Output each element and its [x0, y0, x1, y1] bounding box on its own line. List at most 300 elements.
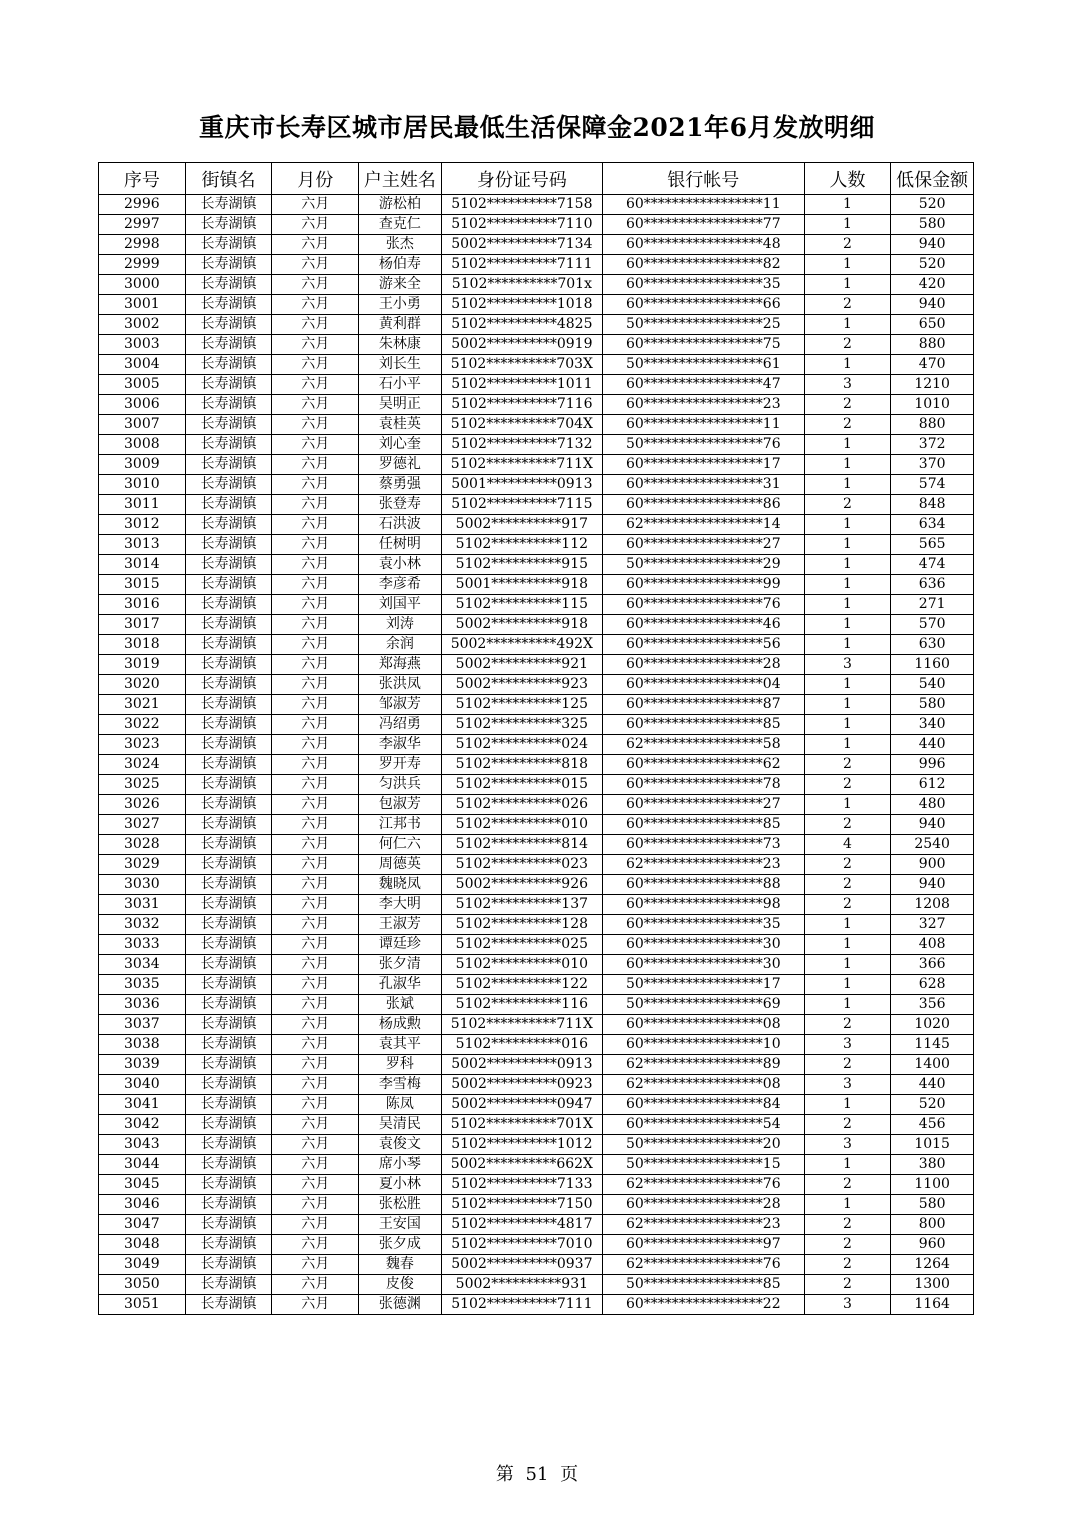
cell-people: 1 [804, 1155, 891, 1175]
cell-bank-account: 50*****************17 [603, 975, 805, 995]
cell-id-number: 5102**********7115 [441, 495, 602, 515]
cell-town: 长寿湖镇 [185, 875, 272, 895]
cell-id-number: 5102**********023 [441, 855, 602, 875]
cell-index: 3017 [99, 615, 186, 635]
cell-bank-account: 60*****************88 [603, 875, 805, 895]
cell-town: 长寿湖镇 [185, 1175, 272, 1195]
cell-householder: 游松柏 [359, 195, 442, 215]
cell-bank-account: 60*****************04 [603, 675, 805, 695]
cell-amount: 880 [891, 335, 974, 355]
cell-id-number: 5102**********016 [441, 1035, 602, 1055]
cell-month: 六月 [272, 1075, 359, 1095]
cell-people: 1 [804, 635, 891, 655]
cell-householder: 周德英 [359, 855, 442, 875]
cell-amount: 570 [891, 615, 974, 635]
table-row [99, 1235, 974, 1255]
col-header-town: 街镇名 [185, 163, 272, 195]
cell-town: 长寿湖镇 [185, 855, 272, 875]
cell-householder: 游来全 [359, 275, 442, 295]
table-row [99, 515, 974, 535]
cell-index: 2997 [99, 215, 186, 235]
cell-id-number: 5002**********921 [441, 655, 602, 675]
cell-householder: 孔淑华 [359, 975, 442, 995]
cell-bank-account: 60*****************28 [603, 655, 805, 675]
cell-people: 2 [804, 1175, 891, 1195]
cell-id-number: 5002**********917 [441, 515, 602, 535]
cell-people: 2 [804, 1015, 891, 1035]
cell-householder: 刘长生 [359, 355, 442, 375]
cell-people: 2 [804, 415, 891, 435]
cell-month: 六月 [272, 295, 359, 315]
cell-amount: 1210 [891, 375, 974, 395]
page-title: 重庆市长寿区城市居民最低生活保障金2021年6月发放明细 [199, 113, 875, 142]
cell-index: 3040 [99, 1075, 186, 1095]
cell-people: 1 [804, 935, 891, 955]
cell-amount: 366 [891, 955, 974, 975]
cell-amount: 940 [891, 815, 974, 835]
cell-town: 长寿湖镇 [185, 1295, 272, 1315]
cell-index: 3006 [99, 395, 186, 415]
cell-id-number: 5102**********814 [441, 835, 602, 855]
cell-index: 3008 [99, 435, 186, 455]
cell-index: 3041 [99, 1095, 186, 1115]
cell-id-number: 5002**********0947 [441, 1095, 602, 1115]
cell-amount: 1208 [891, 895, 974, 915]
cell-month: 六月 [272, 1115, 359, 1135]
cell-month: 六月 [272, 1155, 359, 1175]
table-row [99, 475, 974, 495]
cell-id-number: 5102**********015 [441, 775, 602, 795]
cell-index: 3027 [99, 815, 186, 835]
cell-amount: 1100 [891, 1175, 974, 1195]
cell-amount: 420 [891, 275, 974, 295]
col-header-people: 人数 [804, 163, 891, 195]
cell-bank-account: 60*****************82 [603, 255, 805, 275]
cell-index: 3044 [99, 1155, 186, 1175]
cell-index: 3050 [99, 1275, 186, 1295]
cell-bank-account: 60*****************99 [603, 575, 805, 595]
cell-month: 六月 [272, 595, 359, 615]
cell-town: 长寿湖镇 [185, 815, 272, 835]
table-row [99, 795, 974, 815]
cell-town: 长寿湖镇 [185, 1155, 272, 1175]
cell-bank-account: 60*****************54 [603, 1115, 805, 1135]
cell-month: 六月 [272, 355, 359, 375]
cell-town: 长寿湖镇 [185, 1135, 272, 1155]
cell-householder: 张洪凤 [359, 675, 442, 695]
cell-amount: 520 [891, 1095, 974, 1115]
cell-householder: 罗开寿 [359, 755, 442, 775]
cell-amount: 327 [891, 915, 974, 935]
table-row [99, 995, 974, 1015]
cell-householder: 王小勇 [359, 295, 442, 315]
cell-bank-account: 60*****************56 [603, 635, 805, 655]
table-row [99, 295, 974, 315]
cell-id-number: 5102**********137 [441, 895, 602, 915]
cell-month: 六月 [272, 675, 359, 695]
cell-people: 1 [804, 575, 891, 595]
cell-bank-account: 50*****************25 [603, 315, 805, 335]
cell-householder: 袁小林 [359, 555, 442, 575]
cell-people: 2 [804, 1255, 891, 1275]
cell-town: 长寿湖镇 [185, 195, 272, 215]
cell-month: 六月 [272, 635, 359, 655]
cell-householder: 罗科 [359, 1055, 442, 1075]
cell-people: 1 [804, 275, 891, 295]
cell-householder: 吴明正 [359, 395, 442, 415]
table-row [99, 435, 974, 455]
cell-index: 3049 [99, 1255, 186, 1275]
cell-index: 3022 [99, 715, 186, 735]
cell-town: 长寿湖镇 [185, 435, 272, 455]
cell-index: 3014 [99, 555, 186, 575]
cell-town: 长寿湖镇 [185, 1255, 272, 1275]
cell-id-number: 5102**********128 [441, 915, 602, 935]
cell-id-number: 5002**********926 [441, 875, 602, 895]
cell-month: 六月 [272, 555, 359, 575]
cell-town: 长寿湖镇 [185, 295, 272, 315]
cell-town: 长寿湖镇 [185, 995, 272, 1015]
cell-id-number: 5102**********701x [441, 275, 602, 295]
cell-town: 长寿湖镇 [185, 635, 272, 655]
cell-bank-account: 50*****************85 [603, 1275, 805, 1295]
cell-people: 3 [804, 1075, 891, 1095]
cell-month: 六月 [272, 335, 359, 355]
cell-amount: 565 [891, 535, 974, 555]
cell-town: 长寿湖镇 [185, 1275, 272, 1295]
cell-householder: 张杰 [359, 235, 442, 255]
cell-index: 3010 [99, 475, 186, 495]
cell-id-number: 5102**********025 [441, 935, 602, 955]
cell-town: 长寿湖镇 [185, 1195, 272, 1215]
cell-month: 六月 [272, 395, 359, 415]
cell-householder: 袁桂英 [359, 415, 442, 435]
cell-householder: 郑海燕 [359, 655, 442, 675]
cell-householder: 罗德礼 [359, 455, 442, 475]
cell-householder: 张德渊 [359, 1295, 442, 1315]
cell-householder: 魏春 [359, 1255, 442, 1275]
cell-bank-account: 60*****************48 [603, 235, 805, 255]
cell-bank-account: 60*****************30 [603, 935, 805, 955]
cell-month: 六月 [272, 615, 359, 635]
cell-index: 3038 [99, 1035, 186, 1055]
cell-town: 长寿湖镇 [185, 255, 272, 275]
cell-index: 3004 [99, 355, 186, 375]
cell-month: 六月 [272, 235, 359, 255]
table-row [99, 575, 974, 595]
cell-index: 3051 [99, 1295, 186, 1315]
cell-amount: 880 [891, 415, 974, 435]
cell-bank-account: 60*****************31 [603, 475, 805, 495]
cell-amount: 440 [891, 1075, 974, 1095]
cell-amount: 636 [891, 575, 974, 595]
cell-amount: 940 [891, 875, 974, 895]
cell-index: 3007 [99, 415, 186, 435]
cell-town: 长寿湖镇 [185, 1055, 272, 1075]
cell-id-number: 5102**********7150 [441, 1195, 602, 1215]
cell-index: 3000 [99, 275, 186, 295]
cell-town: 长寿湖镇 [185, 595, 272, 615]
col-header-month: 月份 [272, 163, 359, 195]
cell-amount: 520 [891, 255, 974, 275]
cell-bank-account: 62*****************23 [603, 855, 805, 875]
cell-index: 3029 [99, 855, 186, 875]
cell-householder: 李彦希 [359, 575, 442, 595]
cell-town: 长寿湖镇 [185, 1095, 272, 1115]
cell-index: 3013 [99, 535, 186, 555]
cell-index: 3045 [99, 1175, 186, 1195]
table-row [99, 1135, 974, 1155]
cell-id-number: 5002**********0919 [441, 335, 602, 355]
cell-index: 3031 [99, 895, 186, 915]
cell-amount: 580 [891, 695, 974, 715]
cell-id-number: 5102**********115 [441, 595, 602, 615]
cell-amount: 1020 [891, 1015, 974, 1035]
cell-householder: 包淑芳 [359, 795, 442, 815]
cell-people: 2 [804, 775, 891, 795]
cell-people: 1 [804, 255, 891, 275]
cell-month: 六月 [272, 435, 359, 455]
table-row [99, 675, 974, 695]
cell-amount: 800 [891, 1215, 974, 1235]
cell-people: 2 [804, 755, 891, 775]
cell-id-number: 5102**********7132 [441, 435, 602, 455]
cell-bank-account: 60*****************98 [603, 895, 805, 915]
cell-bank-account: 60*****************62 [603, 755, 805, 775]
cell-index: 3012 [99, 515, 186, 535]
cell-month: 六月 [272, 755, 359, 775]
cell-town: 长寿湖镇 [185, 455, 272, 475]
cell-month: 六月 [272, 655, 359, 675]
cell-town: 长寿湖镇 [185, 335, 272, 355]
cell-town: 长寿湖镇 [185, 895, 272, 915]
cell-town: 长寿湖镇 [185, 755, 272, 775]
cell-people: 2 [804, 495, 891, 515]
cell-people: 4 [804, 835, 891, 855]
cell-amount: 848 [891, 495, 974, 515]
cell-month: 六月 [272, 1015, 359, 1035]
cell-index: 3001 [99, 295, 186, 315]
cell-month: 六月 [272, 575, 359, 595]
table-row [99, 1255, 974, 1275]
cell-town: 长寿湖镇 [185, 375, 272, 395]
cell-id-number: 5102**********010 [441, 815, 602, 835]
cell-householder: 石洪波 [359, 515, 442, 535]
cell-id-number: 5102**********818 [441, 755, 602, 775]
table-row [99, 975, 974, 995]
cell-amount: 630 [891, 635, 974, 655]
cell-index: 3023 [99, 735, 186, 755]
cell-town: 长寿湖镇 [185, 615, 272, 635]
cell-householder: 朱林康 [359, 335, 442, 355]
cell-town: 长寿湖镇 [185, 775, 272, 795]
cell-householder: 夏小林 [359, 1175, 442, 1195]
cell-householder: 杨成勲 [359, 1015, 442, 1035]
cell-id-number: 5102**********010 [441, 955, 602, 975]
cell-month: 六月 [272, 955, 359, 975]
cell-amount: 574 [891, 475, 974, 495]
cell-id-number: 5001**********0913 [441, 475, 602, 495]
table-row [99, 1155, 974, 1175]
cell-amount: 474 [891, 555, 974, 575]
cell-householder: 谭廷珍 [359, 935, 442, 955]
table-row [99, 715, 974, 735]
cell-bank-account: 62*****************08 [603, 1075, 805, 1095]
cell-month: 六月 [272, 275, 359, 295]
cell-index: 3005 [99, 375, 186, 395]
cell-bank-account: 62*****************58 [603, 735, 805, 755]
table-row [99, 315, 974, 335]
cell-index: 3047 [99, 1215, 186, 1235]
cell-amount: 1300 [891, 1275, 974, 1295]
cell-householder: 刘心奎 [359, 435, 442, 455]
cell-people: 2 [804, 855, 891, 875]
cell-town: 长寿湖镇 [185, 1035, 272, 1055]
cell-id-number: 5102**********1011 [441, 375, 602, 395]
cell-bank-account: 60*****************46 [603, 615, 805, 635]
cell-town: 长寿湖镇 [185, 915, 272, 935]
allowance-table [98, 162, 974, 1315]
cell-id-number: 5102**********1012 [441, 1135, 602, 1155]
col-header-amount: 低保金额 [891, 163, 974, 195]
cell-month: 六月 [272, 975, 359, 995]
cell-index: 3016 [99, 595, 186, 615]
col-header-householder: 户主姓名 [359, 163, 442, 195]
cell-amount: 996 [891, 755, 974, 775]
cell-amount: 634 [891, 515, 974, 535]
table-row [99, 455, 974, 475]
table-row [99, 1075, 974, 1095]
cell-id-number: 5102**********7158 [441, 195, 602, 215]
cell-amount: 370 [891, 455, 974, 475]
cell-bank-account: 60*****************73 [603, 835, 805, 855]
cell-amount: 372 [891, 435, 974, 455]
cell-householder: 杨伯寿 [359, 255, 442, 275]
cell-town: 长寿湖镇 [185, 235, 272, 255]
cell-householder: 皮俊 [359, 1275, 442, 1295]
cell-town: 长寿湖镇 [185, 955, 272, 975]
cell-bank-account: 60*****************84 [603, 1095, 805, 1115]
cell-index: 3020 [99, 675, 186, 695]
table-row [99, 915, 974, 935]
cell-bank-account: 62*****************23 [603, 1215, 805, 1235]
cell-id-number: 5102**********026 [441, 795, 602, 815]
cell-bank-account: 62*****************76 [603, 1255, 805, 1275]
cell-index: 3002 [99, 315, 186, 335]
table-row [99, 1215, 974, 1235]
cell-id-number: 5001**********918 [441, 575, 602, 595]
cell-index: 2999 [99, 255, 186, 275]
table-row [99, 935, 974, 955]
cell-town: 长寿湖镇 [185, 835, 272, 855]
cell-month: 六月 [272, 795, 359, 815]
cell-id-number: 5102**********116 [441, 995, 602, 1015]
cell-householder: 刘涛 [359, 615, 442, 635]
col-header-bank-account: 银行帐号 [603, 163, 805, 195]
cell-index: 3018 [99, 635, 186, 655]
cell-month: 六月 [272, 1255, 359, 1275]
table-row [99, 1035, 974, 1055]
cell-id-number: 5102**********4825 [441, 315, 602, 335]
cell-people: 1 [804, 455, 891, 475]
cell-amount: 1145 [891, 1035, 974, 1055]
cell-bank-account: 60*****************87 [603, 695, 805, 715]
cell-householder: 任树明 [359, 535, 442, 555]
cell-amount: 1264 [891, 1255, 974, 1275]
cell-people: 1 [804, 715, 891, 735]
col-header-id-number: 身份证号码 [441, 163, 602, 195]
cell-people: 1 [804, 535, 891, 555]
table-row [99, 415, 974, 435]
cell-amount: 470 [891, 355, 974, 375]
cell-householder: 席小琴 [359, 1155, 442, 1175]
cell-index: 3003 [99, 335, 186, 355]
cell-householder: 冯绍勇 [359, 715, 442, 735]
cell-householder: 王淑芳 [359, 915, 442, 935]
cell-bank-account: 60*****************11 [603, 195, 805, 215]
cell-people: 1 [804, 355, 891, 375]
cell-month: 六月 [272, 215, 359, 235]
table-row [99, 595, 974, 615]
cell-bank-account: 50*****************69 [603, 995, 805, 1015]
cell-bank-account: 60*****************35 [603, 275, 805, 295]
cell-bank-account: 60*****************78 [603, 775, 805, 795]
table-row [99, 815, 974, 835]
cell-bank-account: 62*****************89 [603, 1055, 805, 1075]
cell-index: 3048 [99, 1235, 186, 1255]
cell-town: 长寿湖镇 [185, 715, 272, 735]
cell-people: 1 [804, 695, 891, 715]
cell-householder: 黄利群 [359, 315, 442, 335]
cell-people: 1 [804, 735, 891, 755]
table-row [99, 855, 974, 875]
table-row [99, 235, 974, 255]
cell-bank-account: 50*****************61 [603, 355, 805, 375]
table-row [99, 775, 974, 795]
cell-amount: 1400 [891, 1055, 974, 1075]
cell-month: 六月 [272, 815, 359, 835]
cell-bank-account: 60*****************23 [603, 395, 805, 415]
cell-index: 2998 [99, 235, 186, 255]
cell-month: 六月 [272, 1195, 359, 1215]
table-row [99, 695, 974, 715]
cell-amount: 408 [891, 935, 974, 955]
table-row [99, 555, 974, 575]
cell-people: 2 [804, 1235, 891, 1255]
cell-householder: 魏晓凤 [359, 875, 442, 895]
cell-householder: 李淑华 [359, 735, 442, 755]
cell-town: 长寿湖镇 [185, 1115, 272, 1135]
cell-index: 2996 [99, 195, 186, 215]
cell-bank-account: 50*****************76 [603, 435, 805, 455]
cell-householder: 张夕成 [359, 1235, 442, 1255]
cell-town: 长寿湖镇 [185, 315, 272, 335]
cell-bank-account: 60*****************47 [603, 375, 805, 395]
cell-amount: 480 [891, 795, 974, 815]
cell-town: 长寿湖镇 [185, 535, 272, 555]
cell-householder: 袁其平 [359, 1035, 442, 1055]
cell-bank-account: 60*****************97 [603, 1235, 805, 1255]
cell-index: 3030 [99, 875, 186, 895]
cell-id-number: 5102**********7111 [441, 255, 602, 275]
cell-people: 1 [804, 975, 891, 995]
table-row [99, 655, 974, 675]
cell-bank-account: 50*****************29 [603, 555, 805, 575]
cell-bank-account: 60*****************66 [603, 295, 805, 315]
cell-month: 六月 [272, 895, 359, 915]
cell-people: 2 [804, 295, 891, 315]
cell-town: 长寿湖镇 [185, 575, 272, 595]
